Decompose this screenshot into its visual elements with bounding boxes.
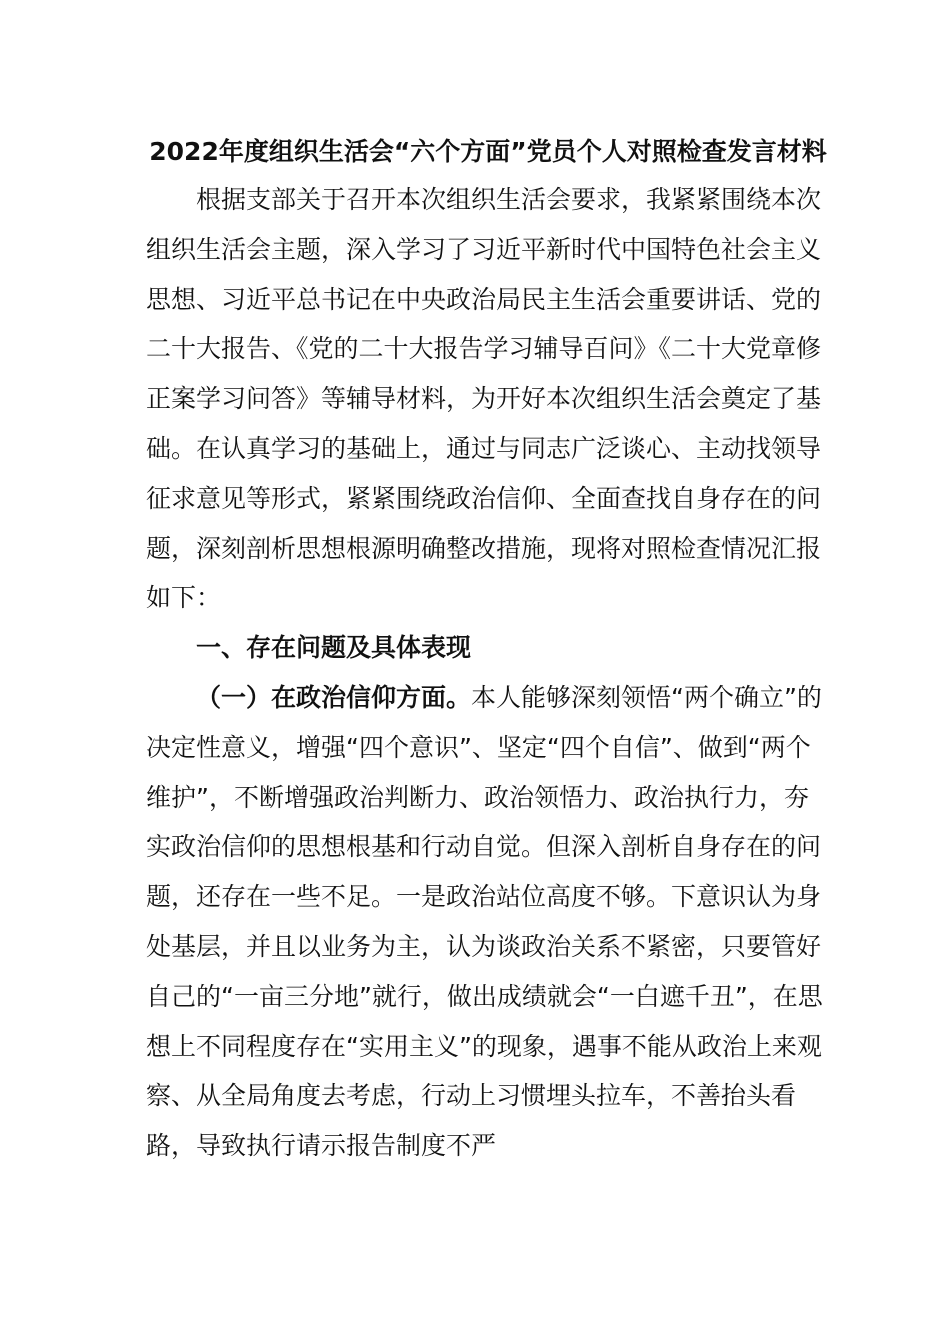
document-title: 2022年度组织生活会“六个方面”党员个人对照检查发言材料 xyxy=(149,137,827,166)
subsection-paragraph xyxy=(146,673,830,1171)
subsection-text: 本人能够深刻领悟“两个确立”的决定性意义，增强“四个意识”、坚定“四个自信”、做到“两个维护”，不断增强政治判断力、政治领悟力、政治执行力，夯实政治信仰的思想根基和行动自觉。但深入剖析自身存在的问题，还存在一些不足。一是政治站位高度不够。下意识认为身处基层，并且以业务为主，认为谈政治关系不紧密，只要管好自己的“一亩三分地”就行，做出成绩就会“一白遮千丑”，在思想上不同程度存在“实用主义”的现象，遇事不能从政治上来观察、从全局角度去考虑，行动上习惯埋头拉车，不善抬头看路，导致执行请示报告制度不严 xyxy=(146,682,823,1161)
intro-paragraph: 根据支部关于召开本次组织生活会要求，我紧紧围绕本次组织生活会主题，深入学习了习近平新时代中国特色社会主义思想、习近平总书记在中央政治局民主生活会重要讲话、党的二十大报告、《党的二十大报告学习辅导百问》《二十大党章修正案学习问答》等辅导材料，为开好本次组织生活会奠定了基础。在认真学习的基础上，通过与同志广泛谈心、主动找领导征求意见等形式，紧紧围绕政治信仰、全面查找自身存在的问题，深刻剖析思想根源明确整改措施，现将对照检查情况汇报如下： xyxy=(146,185,822,613)
section-heading: 一、存在问题及具体表现 xyxy=(196,633,472,663)
subsection-lead: （一）在政治信仰方面。 xyxy=(196,682,472,712)
